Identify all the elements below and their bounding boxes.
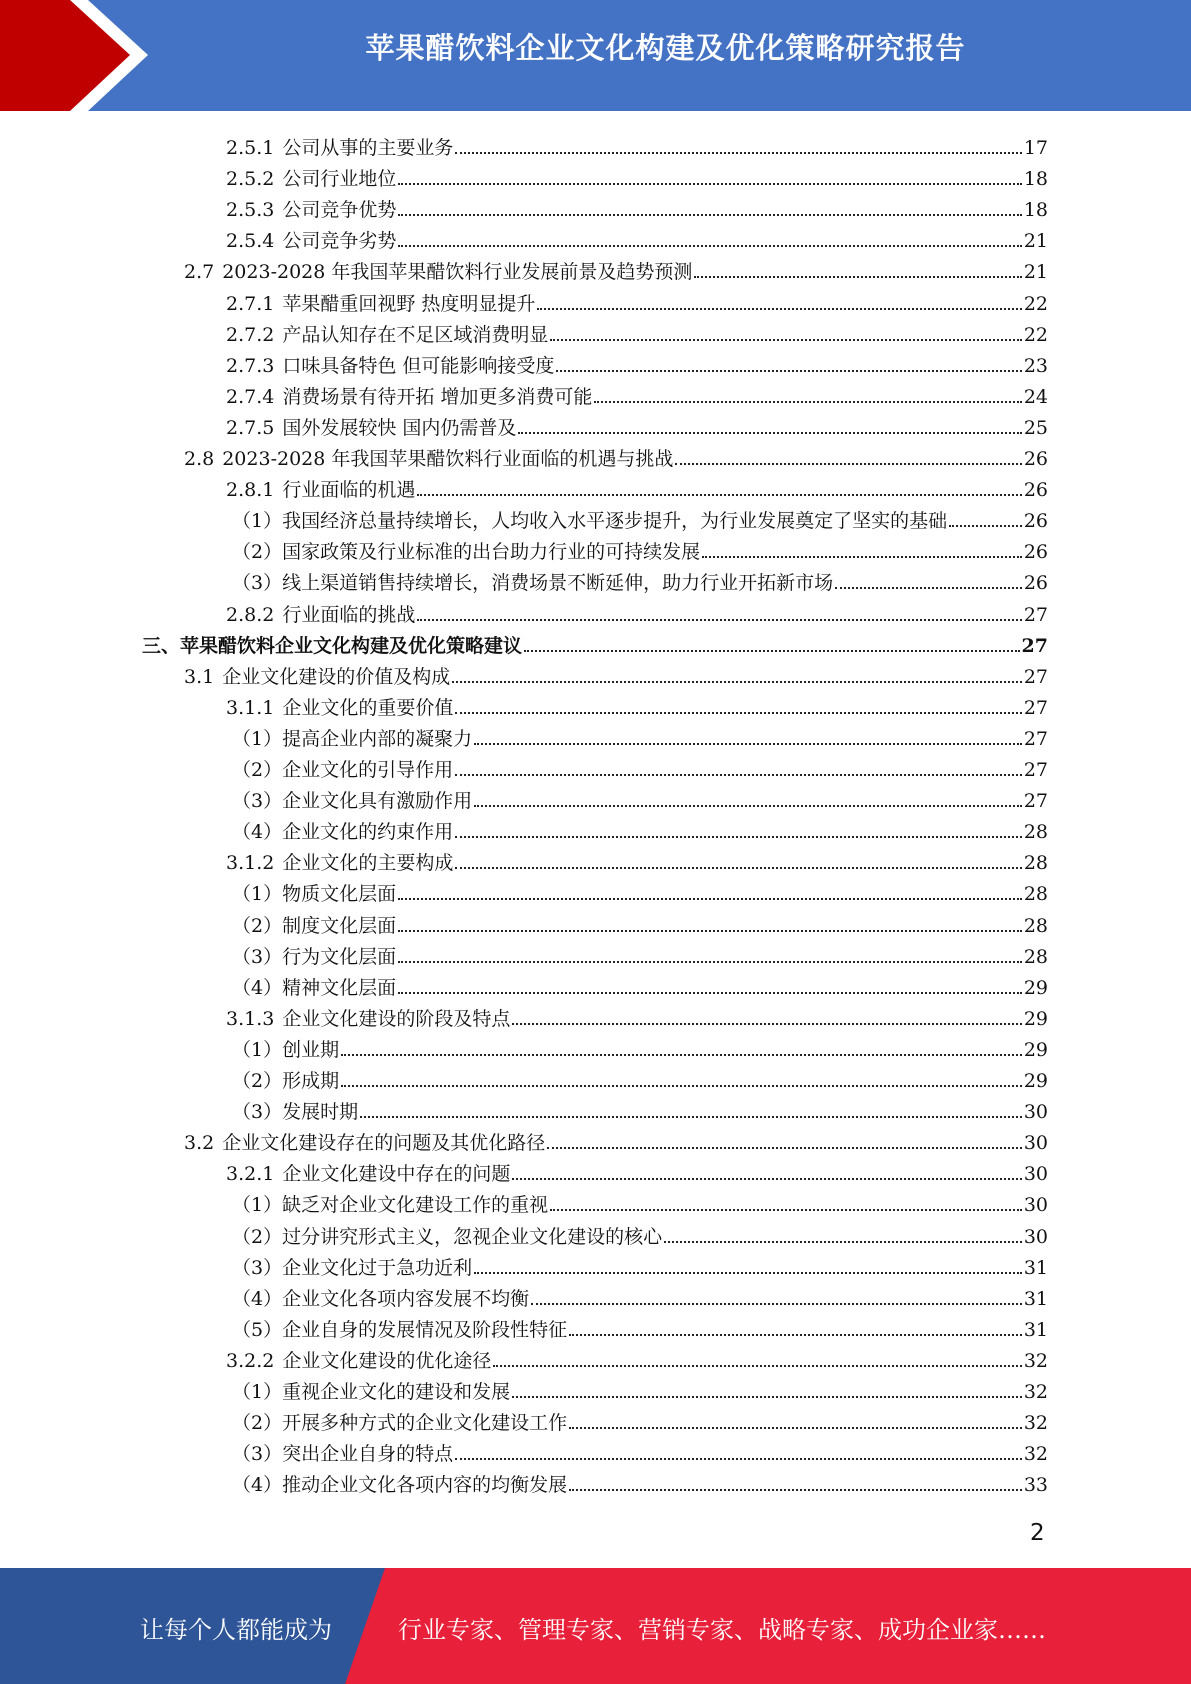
- toc-dot-leader: [455, 1456, 1022, 1460]
- toc-dot-leader: [694, 274, 1021, 278]
- toc-entry-page: 27: [1023, 790, 1048, 813]
- toc-entry-title: 苹果醋重回视野 热度明显提升: [282, 292, 536, 315]
- toc-entry[interactable]: [232, 1248, 1048, 1279]
- toc-entry-title: 过分讲究形式主义，忽视企业文化建设的核心: [282, 1225, 663, 1248]
- toc-entry-page: 31: [1023, 1256, 1048, 1279]
- toc-dot-leader: [835, 585, 1022, 589]
- toc-entry[interactable]: [232, 906, 1048, 937]
- toc-entry-page: 27: [1021, 634, 1048, 657]
- toc-dot-leader: [455, 834, 1022, 838]
- toc-entry-page: 28: [1023, 821, 1048, 844]
- toc-entry-number: 2.8.1: [226, 479, 275, 502]
- toc-entry-title: 企业文化各项内容发展不均衡: [282, 1287, 530, 1310]
- toc-entry-page: 31: [1023, 1318, 1048, 1341]
- toc-entry[interactable]: [232, 501, 1048, 532]
- toc-entry[interactable]: [232, 874, 1048, 905]
- toc-entry-number: （4）: [232, 821, 283, 844]
- toc-dot-leader: [537, 306, 1021, 310]
- toc-dot-leader: [512, 1394, 1022, 1398]
- toc-dot-leader: [702, 554, 1022, 558]
- toc-entry-number: （4）: [232, 1474, 283, 1497]
- toc-entry-page: 30: [1023, 1132, 1048, 1155]
- toc-entry-number: （3）: [232, 1443, 283, 1466]
- toc-entry-page: 27: [1023, 759, 1048, 781]
- toc-entry-number: 2.7: [184, 261, 215, 284]
- toc-entry-number: （3）: [232, 790, 283, 813]
- toc-entry-page: 30: [1023, 1163, 1048, 1186]
- toc-entry-page: 27: [1023, 727, 1048, 750]
- toc-entry[interactable]: [232, 719, 1048, 750]
- toc-dot-leader: [569, 1487, 1022, 1491]
- toc-dot-leader: [360, 1114, 1022, 1118]
- toc-dot-leader: [398, 896, 1022, 900]
- toc-entry[interactable]: [226, 595, 1048, 626]
- toc-dot-leader: [547, 1145, 1022, 1149]
- toc-dot-leader: [474, 1270, 1022, 1274]
- toc-dot-leader: [550, 1207, 1022, 1211]
- toc-entry-number: （1）: [232, 883, 283, 906]
- toc-entry-title: 缺乏对企业文化建设工作的重视: [282, 1194, 549, 1217]
- toc-dot-leader: [664, 1239, 1022, 1243]
- toc-entry[interactable]: [232, 937, 1048, 968]
- toc-entry-page: 32: [1023, 1443, 1048, 1466]
- toc-entry-number: 2.5.4: [226, 230, 275, 253]
- toc-dot-leader: [398, 928, 1022, 932]
- toc-entry-title: 企业文化建设的优化途径: [282, 1349, 492, 1372]
- toc-entry-number: 2.7.4: [226, 385, 275, 408]
- toc-dot-leader: [949, 523, 1022, 527]
- toc-entry[interactable]: [226, 190, 1048, 221]
- toc-entry-title: 精神文化层面: [282, 976, 397, 999]
- toc-entry-title: 企业文化的重要价值: [282, 696, 454, 719]
- toc-entry[interactable]: [232, 781, 1048, 812]
- toc-entry[interactable]: [226, 315, 1048, 346]
- toc-entry[interactable]: [184, 657, 1048, 688]
- toc-entry-title: 行为文化层面: [282, 945, 397, 968]
- toc-entry-title: 我国经济总量持续增长，人均收入水平逐步提升，为行业发展奠定了坚实的基础: [282, 510, 948, 533]
- toc-entry[interactable]: [226, 377, 1048, 408]
- toc-entry[interactable]: [226, 843, 1048, 874]
- toc-entry-title: 物质文化层面: [282, 883, 397, 906]
- toc-entry[interactable]: [226, 159, 1048, 190]
- toc-dot-leader: [524, 648, 1020, 652]
- toc-entry[interactable]: [184, 1123, 1048, 1154]
- toc-entry-page: 28: [1023, 945, 1048, 968]
- toc-entry[interactable]: [226, 221, 1048, 252]
- toc-entry-title: 2023-2028 年我国苹果醋饮料行业面临的机遇与挑战: [222, 448, 674, 470]
- footer-slogan-right: 行业专家、管理专家、营销专家、战略专家、成功企业家……: [398, 1616, 1046, 1644]
- toc-entry-title: 线上渠道销售持续增长，消费场景不断延伸，助力行业开拓新市场: [282, 572, 834, 595]
- toc-entry-page: 21: [1023, 230, 1048, 253]
- toc-entry-title: 企业文化具有激励作用: [282, 790, 473, 813]
- toc-entry-title: 企业文化的引导作用: [282, 759, 454, 781]
- toc-entry-number: （1）: [232, 1038, 283, 1061]
- toc-entry-page: 31: [1023, 1287, 1048, 1310]
- toc-entry-number: 3.2.1: [226, 1163, 275, 1186]
- toc-entry-page: 32: [1023, 1381, 1048, 1403]
- toc-entry[interactable]: [226, 1154, 1048, 1185]
- toc-entry-page: 25: [1023, 416, 1048, 439]
- toc-entry[interactable]: [232, 1217, 1048, 1248]
- toc-entry-title: 企业文化建设的价值及构成: [222, 665, 451, 688]
- toc-entry-number: （1）: [232, 1194, 283, 1217]
- toc-entry[interactable]: [226, 128, 1048, 159]
- toc-entry-title: 重视企业文化的建设和发展: [282, 1381, 511, 1403]
- toc-entry-page: 26: [1023, 510, 1048, 533]
- toc-entry[interactable]: [226, 408, 1048, 439]
- toc-entry-number: （2）: [232, 1225, 283, 1248]
- toc-entry-page: 27: [1023, 603, 1048, 626]
- toc-entry-number: 3.1.1: [226, 696, 275, 719]
- toc-dot-leader: [493, 1363, 1021, 1367]
- toc-entry-title: 公司竞争优势: [282, 199, 397, 222]
- toc-entry[interactable]: [232, 1030, 1048, 1061]
- toc-entry-title: 国家政策及行业标准的出台助力行业的可持续发展: [282, 541, 701, 564]
- toc-dot-leader: [417, 617, 1021, 621]
- toc-entry-number: 2.5.2: [226, 168, 275, 191]
- toc-entry-page: 33: [1023, 1474, 1048, 1497]
- toc-entry[interactable]: [232, 1185, 1048, 1216]
- toc-entry-number: （2）: [232, 759, 283, 781]
- toc-entry-page: 22: [1023, 292, 1048, 315]
- toc-entry-number: 3.1.3: [226, 1007, 275, 1030]
- toc-dot-leader: [550, 337, 1021, 341]
- toc-entry-number: （1）: [232, 510, 283, 533]
- toc-dot-leader: [675, 461, 1021, 465]
- toc-dot-leader: [341, 1083, 1022, 1087]
- toc-entry-title: 产品认知存在不足区域消费明显: [282, 323, 549, 346]
- toc-dot-leader: [512, 1176, 1021, 1180]
- toc-entry-page: 26: [1023, 541, 1048, 564]
- toc-entry-page: 29: [1023, 976, 1048, 999]
- toc-dot-leader: [531, 1301, 1022, 1305]
- toc-entry-page: 26: [1023, 479, 1048, 502]
- toc-entry-page: 28: [1023, 883, 1048, 906]
- toc-entry-page: 28: [1023, 852, 1048, 875]
- toc-entry-title: 企业文化的主要构成: [282, 852, 454, 875]
- toc-entry-title: 企业自身的发展情况及阶段性特征: [282, 1318, 568, 1341]
- toc-entry-number: 3.2: [184, 1132, 215, 1155]
- toc-entry-title: 国外发展较快 国内仍需普及: [282, 416, 517, 439]
- toc-entry-title: 公司从事的主要业务: [282, 137, 454, 159]
- toc-entry-page: 30: [1023, 1101, 1048, 1124]
- toc-dot-leader: [398, 990, 1022, 994]
- toc-dot-leader: [455, 772, 1022, 776]
- toc-entry-page: 30: [1023, 1225, 1048, 1248]
- toc-entry-page: 30: [1023, 1194, 1048, 1217]
- toc-entry-title: 提高企业内部的凝聚力: [282, 727, 473, 750]
- toc-entry-page: 24: [1023, 385, 1048, 408]
- toc-entry[interactable]: [184, 439, 1048, 470]
- toc-entry[interactable]: [232, 1465, 1048, 1496]
- toc-entry-title: 形成期: [282, 1070, 340, 1092]
- toc-entry[interactable]: [226, 470, 1048, 501]
- toc-entry-number: （3）: [232, 572, 283, 595]
- toc-dot-leader: [569, 1425, 1022, 1429]
- toc-entry[interactable]: [232, 968, 1048, 999]
- toc-entry[interactable]: [142, 626, 1048, 657]
- toc-entry-title: 公司行业地位: [282, 168, 397, 191]
- toc-entry-number: 3.1.2: [226, 852, 275, 875]
- toc-entry-title: 公司竞争劣势: [282, 230, 397, 253]
- toc-entry-title: 企业文化建设中存在的问题: [282, 1163, 511, 1186]
- toc-entry-title: 制度文化层面: [282, 914, 397, 937]
- toc-entry[interactable]: [232, 1061, 1048, 1092]
- page-header: [0, 0, 1191, 111]
- toc-dot-leader: [398, 243, 1021, 247]
- toc-entry-number: （3）: [232, 1101, 283, 1124]
- page-footer: [0, 1568, 1191, 1684]
- toc-entry[interactable]: [226, 688, 1048, 719]
- toc-entry-page: 18: [1023, 199, 1048, 222]
- toc-entry-number: （2）: [232, 1412, 283, 1435]
- toc-entry-number: （1）: [232, 1381, 283, 1403]
- toc-entry-number: （4）: [232, 976, 283, 999]
- toc-dot-leader: [455, 150, 1021, 154]
- toc-entry-number: （2）: [232, 541, 283, 564]
- toc-entry-page: 32: [1023, 1412, 1048, 1435]
- toc-dot-leader: [417, 492, 1021, 496]
- toc-dot-leader: [455, 710, 1021, 714]
- toc-entry-page: 29: [1023, 1038, 1048, 1061]
- toc-entry-number: （3）: [232, 1256, 283, 1279]
- toc-dot-leader: [594, 399, 1021, 403]
- toc-entry-number: 2.5.3: [226, 199, 275, 222]
- toc-entry-title: 突出企业自身的特点: [282, 1443, 454, 1466]
- toc-entry-page: 29: [1023, 1007, 1048, 1030]
- toc-dot-leader: [341, 1052, 1022, 1056]
- toc-entry-page: 27: [1023, 665, 1048, 688]
- toc-dot-leader: [398, 212, 1021, 216]
- toc-entry-title: 推动企业文化各项内容的均衡发展: [282, 1474, 568, 1497]
- toc-entry-page: 22: [1023, 323, 1048, 346]
- toc-entry-title: 企业文化建设的阶段及特点: [282, 1007, 511, 1030]
- toc-entry-number: 3.2.2: [226, 1349, 275, 1372]
- toc-dot-leader: [518, 430, 1021, 434]
- toc-entry-title: 创业期: [282, 1038, 340, 1061]
- toc-entry-page: 26: [1023, 448, 1048, 470]
- toc-entry[interactable]: [232, 1092, 1048, 1123]
- toc-entry-page: 23: [1023, 354, 1048, 377]
- toc-entry-number: 2.7.3: [226, 354, 275, 377]
- toc-entry-page: 27: [1023, 696, 1048, 719]
- toc-entry[interactable]: [232, 1279, 1048, 1310]
- toc-entry-page: 32: [1023, 1349, 1048, 1372]
- toc-entry[interactable]: [232, 812, 1048, 843]
- toc-entry-page: 17: [1023, 137, 1048, 159]
- toc-entry-number: 2.7.1: [226, 292, 275, 315]
- toc-entry-number: 2.7.5: [226, 416, 275, 439]
- toc-dot-leader: [512, 1021, 1021, 1025]
- toc-entry-title: 企业文化的约束作用: [282, 821, 454, 844]
- toc-entry-number: 2.5.1: [226, 137, 275, 159]
- toc-entry-title: 开展多种方式的企业文化建设工作: [282, 1412, 568, 1435]
- toc-dot-leader: [474, 741, 1022, 745]
- toc-entry[interactable]: [232, 563, 1048, 594]
- toc-entry-title: 2023-2028 年我国苹果醋饮料行业发展前景及趋势预测: [222, 261, 693, 284]
- toc-entry-page: 18: [1023, 168, 1048, 191]
- toc-entry-number: （4）: [232, 1287, 283, 1310]
- page-number: 2: [1030, 1520, 1045, 1546]
- report-title: 苹果醋饮料企业文化构建及优化策略研究报告: [365, 31, 966, 65]
- toc-entry[interactable]: [232, 750, 1048, 781]
- toc-entry-title: 消费场景有待开拓 增加更多消费可能: [282, 385, 593, 408]
- toc-entry-number: （1）: [232, 727, 283, 750]
- toc-dot-leader: [474, 803, 1022, 807]
- toc-entry[interactable]: [232, 532, 1048, 563]
- toc-entry[interactable]: [184, 252, 1048, 283]
- toc-entry-page: 21: [1023, 261, 1048, 284]
- toc-entry[interactable]: [232, 1310, 1048, 1341]
- toc-entry[interactable]: [232, 1372, 1048, 1403]
- toc-entry-title: 口味具备特色 但可能影响接受度: [282, 354, 555, 377]
- toc-entry-number: 三、: [142, 634, 181, 657]
- toc-dot-leader: [398, 181, 1021, 185]
- toc-entry-page: 26: [1023, 572, 1048, 595]
- toc-entry[interactable]: [226, 284, 1048, 315]
- toc-entry-number: （2）: [232, 914, 283, 937]
- toc-entry-number: 2.7.2: [226, 323, 275, 346]
- toc-entry-title: 行业面临的挑战: [282, 603, 416, 626]
- toc-entry-title: 发展时期: [282, 1101, 359, 1124]
- toc-entry[interactable]: [226, 346, 1048, 377]
- toc-entry-number: 2.8: [184, 448, 215, 470]
- toc-entry[interactable]: [226, 999, 1048, 1030]
- toc-entry-title: 苹果醋饮料企业文化构建及优化策略建议: [180, 634, 523, 657]
- toc-dot-leader: [398, 959, 1022, 963]
- toc-entry-number: 3.1: [184, 665, 215, 688]
- toc-dot-leader: [556, 368, 1021, 372]
- toc-dot-leader: [455, 865, 1021, 869]
- toc-entry-number: 2.8.2: [226, 603, 275, 626]
- toc-entry[interactable]: [232, 1403, 1048, 1434]
- toc-entry-title: 行业面临的机遇: [282, 479, 416, 502]
- toc-entry-number: （2）: [232, 1070, 283, 1092]
- footer-slogan-left: 让每个人都能成为: [140, 1616, 332, 1644]
- toc-entry[interactable]: [232, 1434, 1048, 1465]
- toc-dot-leader: [569, 1332, 1022, 1336]
- toc-entry-number: （5）: [232, 1318, 283, 1341]
- toc-entry-title: 企业文化过于急功近利: [282, 1256, 473, 1279]
- toc-entry-page: 28: [1023, 914, 1048, 937]
- toc-entry[interactable]: [226, 1341, 1048, 1372]
- toc-entry-page: 29: [1023, 1070, 1048, 1092]
- toc-entry-number: （3）: [232, 945, 283, 968]
- toc-dot-leader: [452, 679, 1022, 683]
- toc-entry-title: 企业文化建设存在的问题及其优化路径: [222, 1132, 546, 1155]
